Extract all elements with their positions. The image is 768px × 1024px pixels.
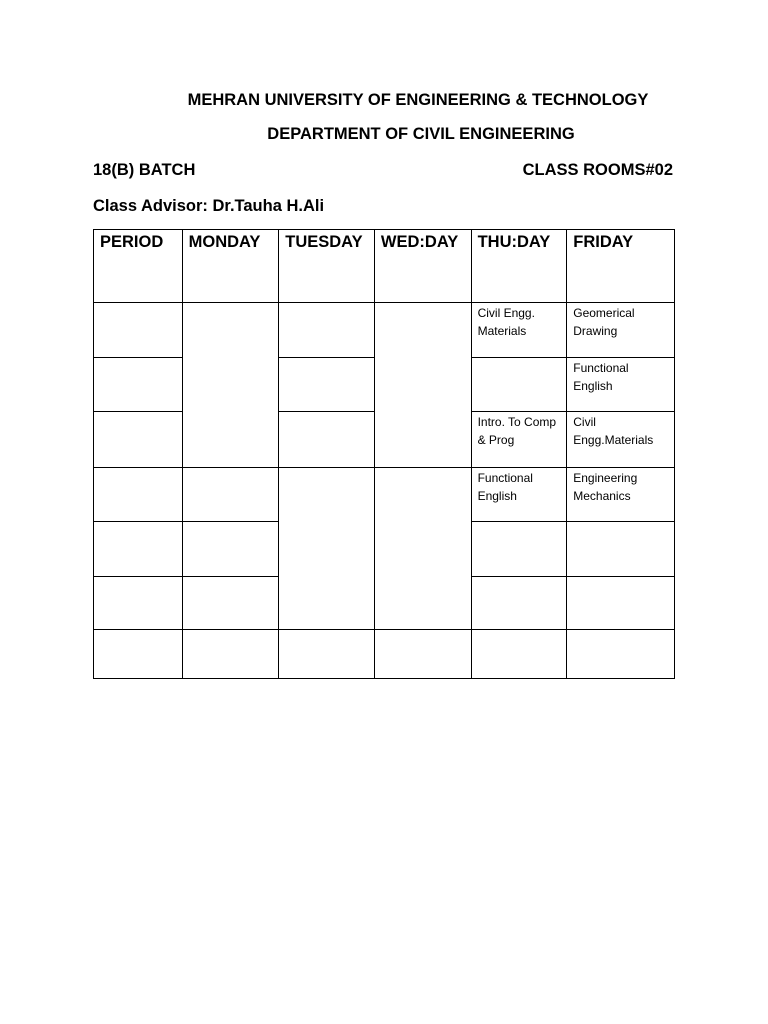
tuesday-cell	[279, 358, 375, 412]
period-cell	[94, 522, 183, 577]
friday-cell	[567, 630, 675, 679]
period-cell	[94, 630, 183, 679]
friday-cell: Civil Engg.Materials	[567, 412, 675, 468]
column-header-thursday: THU:DAY	[471, 230, 567, 303]
friday-cell	[567, 522, 675, 577]
tuesday-cell	[279, 303, 375, 358]
period-cell	[94, 412, 183, 468]
thursday-cell	[471, 577, 567, 630]
column-header-friday: FRIDAY	[567, 230, 675, 303]
monday-cell	[182, 468, 279, 522]
table-row	[94, 630, 675, 679]
column-header-tuesday: TUESDAY	[279, 230, 375, 303]
friday-cell: Geomerical Drawing	[567, 303, 675, 358]
monday-cell	[182, 522, 279, 577]
table-row	[94, 468, 675, 522]
period-cell	[94, 358, 183, 412]
thursday-cell	[471, 522, 567, 577]
period-cell	[94, 303, 183, 358]
monday-merged-cell	[182, 303, 279, 468]
department-title: DEPARTMENT OF CIVIL ENGINEERING	[267, 125, 575, 143]
friday-cell	[567, 577, 675, 630]
thursday-cell	[471, 358, 567, 412]
university-title: MEHRAN UNIVERSITY OF ENGINEERING & TECHNOLOGY	[187, 91, 649, 109]
thursday-cell	[471, 630, 567, 679]
batch-label: 18(B) BATCH	[93, 161, 196, 179]
thursday-cell: Civil Engg. Materials	[471, 303, 567, 358]
wednesday-merged-cell	[374, 303, 471, 468]
thursday-cell: Functional English	[471, 468, 567, 522]
class-advisor: Class Advisor: Dr.Tauha H.Ali	[93, 197, 325, 215]
monday-cell	[182, 577, 279, 630]
tuesday-cell	[279, 412, 375, 468]
monday-cell	[182, 630, 279, 679]
thursday-cell: Intro. To Comp & Prog	[471, 412, 567, 468]
friday-cell: Functional English	[567, 358, 675, 412]
classroom-label: CLASS ROOMS#02	[522, 161, 673, 179]
column-header-wednesday: WED:DAY	[374, 230, 471, 303]
tuesday-merged-cell	[279, 468, 375, 630]
wednesday-cell	[374, 630, 471, 679]
period-cell	[94, 577, 183, 630]
period-cell	[94, 468, 183, 522]
column-header-period: PERIOD	[94, 230, 183, 303]
timetable-header-row	[94, 230, 675, 303]
tuesday-cell	[279, 630, 375, 679]
wednesday-merged-cell	[374, 468, 471, 630]
table-row	[94, 303, 675, 358]
timetable	[93, 229, 675, 679]
friday-cell: Engineering Mechanics	[567, 468, 675, 522]
column-header-monday: MONDAY	[182, 230, 279, 303]
